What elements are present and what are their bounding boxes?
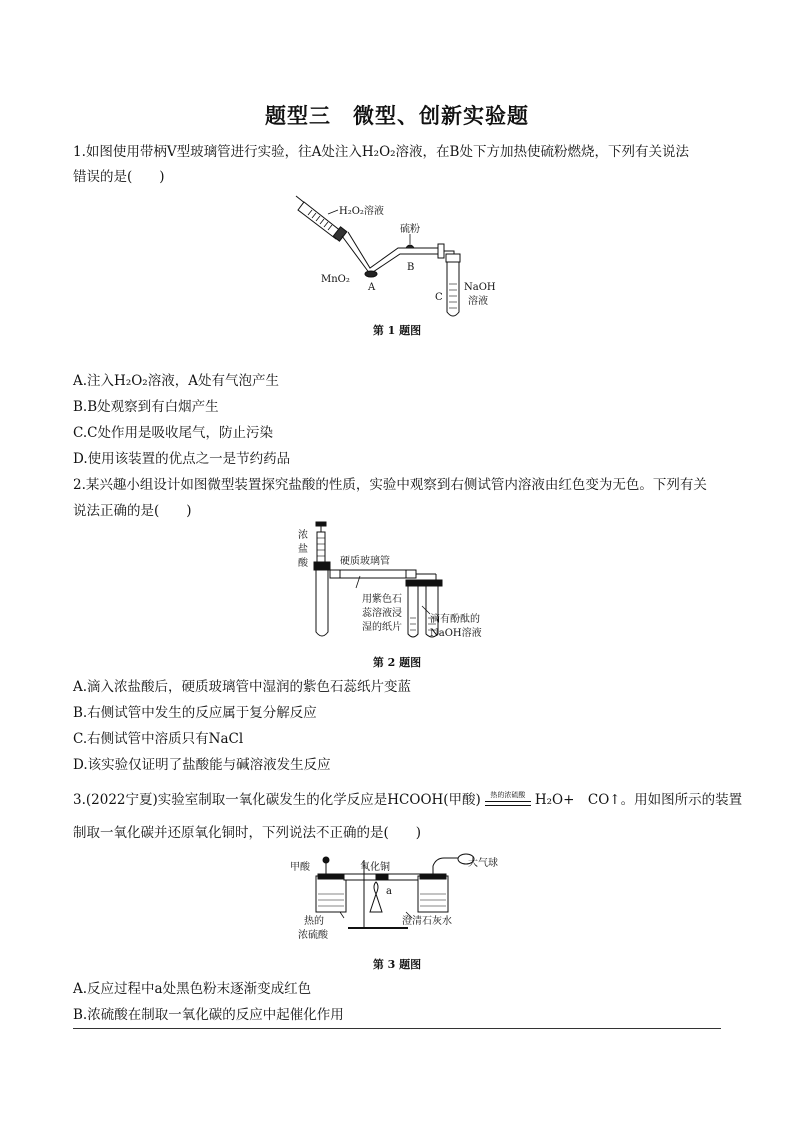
q1-stem-line1: 1.如图使用带柄V型玻璃管进行实验，往A处注入H₂O₂溶液，在B处下方加热使硫粉燃烧，下列有关说法: [73, 144, 689, 160]
q2-figure: [290, 518, 520, 648]
label-sulfur: 硫粉: [400, 224, 420, 235]
q3-stem-line2: 制取一氧化碳并还原氧化铜时，下列说法不正确的是( ): [73, 825, 422, 841]
label-conc-3: 酸: [298, 558, 308, 569]
q1-option-b: B.B处观察到有白烟产生: [73, 399, 219, 415]
label-phenolphthalein-1: 滴有酚酞的: [430, 614, 480, 625]
q1-caption: 第 1 题图: [372, 324, 422, 337]
q1-figure: [290, 188, 520, 323]
label-balloon: 大气球: [468, 858, 498, 869]
label-conc-1: 浓: [298, 530, 308, 541]
q3-stem-prefix: 3.(2022宁夏)实验室制取一氧化碳发生的化学反应是HCOOH(甲酸): [73, 792, 481, 808]
label-a: a: [386, 886, 392, 897]
q1-option-a: A.注入H₂O₂溶液，A处有气泡产生: [73, 373, 279, 389]
v-tube: [342, 232, 454, 277]
test-tube-c: [446, 254, 460, 316]
q2-caption: 第 2 题图: [372, 656, 422, 669]
label-a: A: [368, 282, 376, 293]
label-hot-acid-2: 浓硫酸: [298, 930, 328, 941]
q3-stem-line1: [73, 790, 743, 809]
q2-option-b: B.右侧试管中发生的反应属于复分解反应: [73, 705, 317, 721]
label-phenolphthalein-2: NaOH溶液: [430, 628, 482, 639]
label-paper-3: 湿的纸片: [362, 622, 402, 633]
label-b: B: [407, 262, 415, 273]
reaction-arrow: [485, 790, 531, 808]
q2-stem-line1: 2.某兴趣小组设计如图微型装置探究盐酸的性质，实验中观察到右侧试管内溶液由红色变为无色。下列有关: [73, 477, 707, 493]
q1-option-d: D.使用该装置的优点之一是节约药品: [73, 451, 291, 467]
label-mno2: MnO₂: [321, 274, 350, 285]
label-hot-acid-1: 热的: [304, 916, 324, 927]
q3-caption: 第 3 题图: [372, 958, 422, 971]
q3-option-a: A.反应过程中a处黑色粉末逐渐变成红色: [73, 981, 312, 997]
q2-option-c: C.右侧试管中溶质只有NaCl: [73, 731, 244, 747]
q1-option-c: C.C处作用是吸收尾气，防止污染: [73, 425, 273, 441]
label-paper-2: 蕊溶液浸: [362, 608, 402, 619]
q3-option-b: B.浓硫酸在制取一氧化碳的反应中起催化作用: [73, 1007, 344, 1023]
q3-figure: [278, 850, 518, 950]
q2-option-a: A.滴入浓盐酸后，硬质玻璃管中湿润的紫色石蕊纸片变蓝: [73, 679, 412, 695]
label-h2o2: H₂O₂溶液: [339, 206, 384, 217]
label-naoh-1: NaOH: [464, 282, 496, 293]
bottom-rule: [73, 1028, 721, 1029]
q3-stem-suffix: H₂O+ CO↑。用如图所示的装置: [534, 792, 743, 808]
label-paper-1: 用紫色石: [362, 594, 402, 605]
label-naoh-2: 溶液: [468, 296, 488, 307]
label-formic-acid: 甲酸: [290, 862, 310, 873]
q1-stem-line2: 错误的是( ): [73, 169, 165, 185]
page-title: 题型三 微型、创新实验题: [265, 104, 529, 128]
label-cuo: 氧化铜: [360, 862, 390, 873]
q2-option-d: D.该实验仅证明了盐酸能与碱溶液发生反应: [73, 757, 331, 773]
syringe-icon: [296, 196, 347, 241]
label-c: C: [435, 292, 443, 303]
label-conc-2: 盐: [298, 544, 308, 555]
q2-stem-line2: 说法正确的是( ): [73, 503, 192, 519]
reaction-condition: 热的浓硫酸: [490, 790, 526, 799]
label-glass-tube: 硬质玻璃管: [340, 556, 390, 567]
label-limewater: 澄清石灰水: [402, 916, 452, 927]
